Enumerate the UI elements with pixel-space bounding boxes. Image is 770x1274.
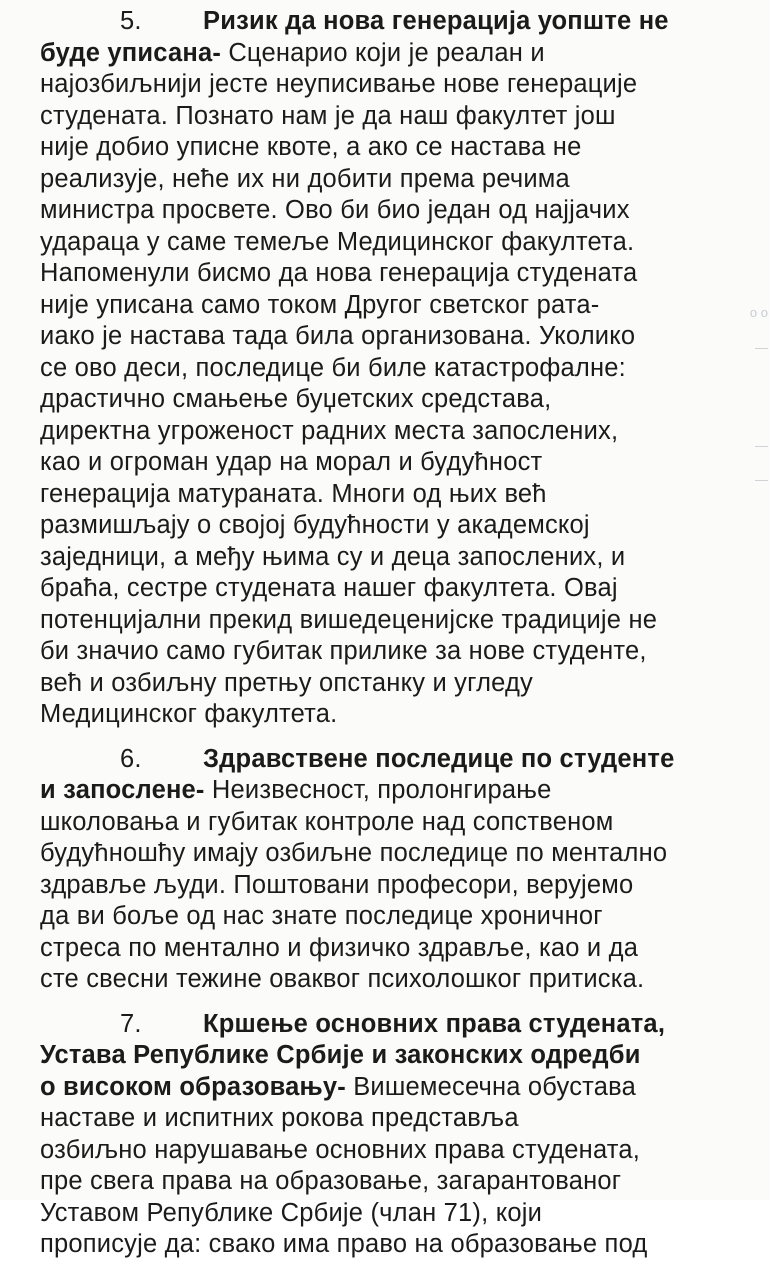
item-text: стреса по ментално и физичко здравље, као и да bbox=[40, 933, 639, 962]
list-item bbox=[40, 744, 760, 996]
text-line bbox=[40, 1135, 760, 1167]
text-line bbox=[40, 870, 760, 902]
text-line bbox=[40, 132, 760, 164]
item-text: најозбиљнији јесте неуписивање нове генерације bbox=[40, 70, 638, 98]
item-text: да ви боље од нас знате последице хроничног bbox=[40, 902, 603, 930]
item-text: будућношћу имају озбиљне последице по ментално bbox=[40, 839, 668, 867]
item-text: размишљају о својој будућности у академској bbox=[40, 511, 590, 539]
document-body bbox=[40, 6, 760, 1274]
text-line bbox=[40, 699, 760, 731]
item-text: прописује да: свако има право на образовање под bbox=[40, 1230, 648, 1258]
text-line bbox=[40, 807, 760, 839]
text-line bbox=[40, 933, 760, 965]
item-heading: Кршење основних права студената, bbox=[203, 1009, 666, 1038]
item-text: генерација матураната. Многи од њих већ bbox=[40, 479, 547, 508]
text-line bbox=[40, 542, 760, 574]
text-line bbox=[40, 479, 760, 511]
item-text: заједници, а међу њима су и деца запослених, и bbox=[40, 542, 626, 571]
item-text: већ и озбиљну претњу опстанку и угледу bbox=[40, 668, 533, 697]
item-number: 7. bbox=[120, 1009, 142, 1038]
text-line bbox=[40, 384, 760, 416]
text-line bbox=[40, 510, 760, 542]
item-heading: буде уписана- bbox=[40, 38, 222, 67]
item-heading: Здравствене последице по студенте bbox=[203, 744, 675, 773]
item-text: реализује, неће их ни добити према речима bbox=[40, 164, 570, 193]
text-line bbox=[40, 164, 760, 196]
text-line bbox=[40, 321, 760, 353]
item-text: Медицинског факултета. bbox=[40, 700, 338, 728]
item-heading: Ризик да нова генерација уопште не bbox=[203, 7, 669, 35]
text-line bbox=[40, 636, 760, 668]
item-text: би значио само губитак прилике за нове студенте, bbox=[40, 637, 647, 665]
text-line bbox=[40, 258, 760, 290]
text-line bbox=[40, 901, 760, 933]
item-text: озбиљно нарушавање основних права студената, bbox=[40, 1135, 641, 1164]
text-line bbox=[40, 605, 760, 637]
item-number: 6. bbox=[120, 744, 142, 773]
item-text: пре свега права на образовање, загарантованог bbox=[40, 1167, 622, 1195]
item-text: наставе и испитних рокова представља bbox=[40, 1104, 519, 1132]
text-line bbox=[40, 1198, 760, 1230]
text-line bbox=[40, 1229, 760, 1261]
item-text: директна угроженост радних места запослених, bbox=[40, 416, 619, 445]
item-text: Неизвесност, пролонгирање bbox=[204, 776, 552, 804]
text-line bbox=[40, 1103, 760, 1135]
item-text: Сценарио који је реалан и bbox=[221, 38, 545, 67]
text-line bbox=[40, 447, 760, 479]
text-line bbox=[40, 290, 760, 322]
item-text: министра просвете. Ово би био један од најјачих bbox=[40, 196, 630, 224]
text-line bbox=[40, 69, 760, 101]
text-line bbox=[40, 195, 760, 227]
item-number: 5. bbox=[120, 7, 142, 35]
text-line bbox=[40, 353, 760, 385]
item-text: драстично смањење буџетских средстава, bbox=[40, 385, 552, 413]
item-text: Вишемесечна обустава bbox=[345, 1072, 636, 1101]
item-heading: и запослене- bbox=[40, 776, 205, 804]
item-text: браћа, сестре студената нашег факултета. Овај bbox=[40, 574, 618, 602]
item-text: потенцијални прекид вишедеценијске традиције не bbox=[40, 605, 658, 634]
text-line bbox=[40, 1009, 760, 1041]
text-line bbox=[40, 964, 760, 996]
text-line bbox=[40, 101, 760, 133]
text-line bbox=[40, 668, 760, 700]
list-item bbox=[40, 1009, 760, 1261]
text-line bbox=[40, 6, 760, 38]
text-line bbox=[40, 1040, 760, 1072]
item-text: као и огроман удар на морал и будућност bbox=[40, 448, 543, 476]
text-line bbox=[40, 416, 760, 448]
scanned-document-page: 5. Ризик да нова генерација уопште не буде уписана- Сценарио који је реалан и најозбиљнији јесте неуписивање нове генерације студената. Познато нам је да наш факултет још није добио уписне квоте, а ако се настава не реализује, неће их ни добити према речима министра просвете. Ово би био један од најјачих удараца у саме темеље Медицинског факултета. Напоменули бисмо да нова генерација студената није уписана само током Другог светског рата- иако је настава тада била организована. Уколико се ово деси, последице би биле катастрофалне: драстично смањење буџетских средстава, директна угроженост радних места запослених, као и огроман удар на морал и будућност генерација матураната. Многи од њих већ размишљају о својој будућности у академској заједници, а међу њима су и деца запослених, и браћа, сестре студената нашег факултета. Овај потенцијални прекид вишедеценијске традиције не би значио само губитак прилике за нове студенте, већ и озбиљну претњу опстанку и угледу Медицинског факултета. 6. Здравствене последице по студенте и запослене- Неизвесност, пролонгирање школовања и губитак контроле над сопственом будућношћу имају озбиљне последице по ментално здравље људи. Поштовани професори, верујемо да ви боље од нас знате последице хроничног стреса по ментално и физичко здравље, као и да сте свесни тежине оваквог психолошког притиска. 7. Кршење основних права студената, Устава Републике Србије и законских одредби о високом образовању- Вишемесечна обустава наставе и испитних рокова представља озбиљно нарушавање основних права студената, пре свега права на образовање, загарантованог Уставом Републике Србије (члан 71), који прописује да: свако има право на образовање под о о — — — bbox=[0, 0, 770, 1200]
item-text: здравље људи. Поштовани професори, верујемо bbox=[40, 870, 634, 899]
item-heading: Устава Републике Србије и законских одредби bbox=[40, 1041, 641, 1069]
text-line bbox=[40, 227, 760, 259]
item-text: није добио уписне квоте, а ако се настава не bbox=[40, 133, 582, 161]
list-item bbox=[40, 6, 760, 731]
item-heading: о високом образовању- bbox=[40, 1072, 346, 1101]
item-text: школовања и губитак контроле над сопственом bbox=[40, 807, 614, 836]
item-text: Уставом Републике Србије (члан 71), који bbox=[40, 1198, 543, 1227]
item-text: иако је настава тада била организована. Уколико bbox=[40, 322, 636, 350]
item-text: се ово деси, последице би биле катастрофалне: bbox=[40, 353, 626, 382]
text-line bbox=[40, 1072, 760, 1104]
item-text: удараца у саме темеље Медицинског факултета. bbox=[40, 227, 635, 256]
item-text: Напоменули бисмо да нова генерација студената bbox=[40, 259, 638, 287]
text-line bbox=[40, 838, 760, 870]
item-text: није уписана само током Другог светског рата- bbox=[40, 290, 600, 319]
text-line bbox=[40, 775, 760, 807]
text-line bbox=[40, 573, 760, 605]
text-line bbox=[40, 38, 760, 70]
item-text: студената. Познато нам је да наш факултет још bbox=[40, 101, 616, 130]
text-line bbox=[40, 1166, 760, 1198]
item-text: сте свесни тежине оваквог психолошког притиска. bbox=[40, 965, 645, 993]
text-line bbox=[40, 744, 760, 776]
